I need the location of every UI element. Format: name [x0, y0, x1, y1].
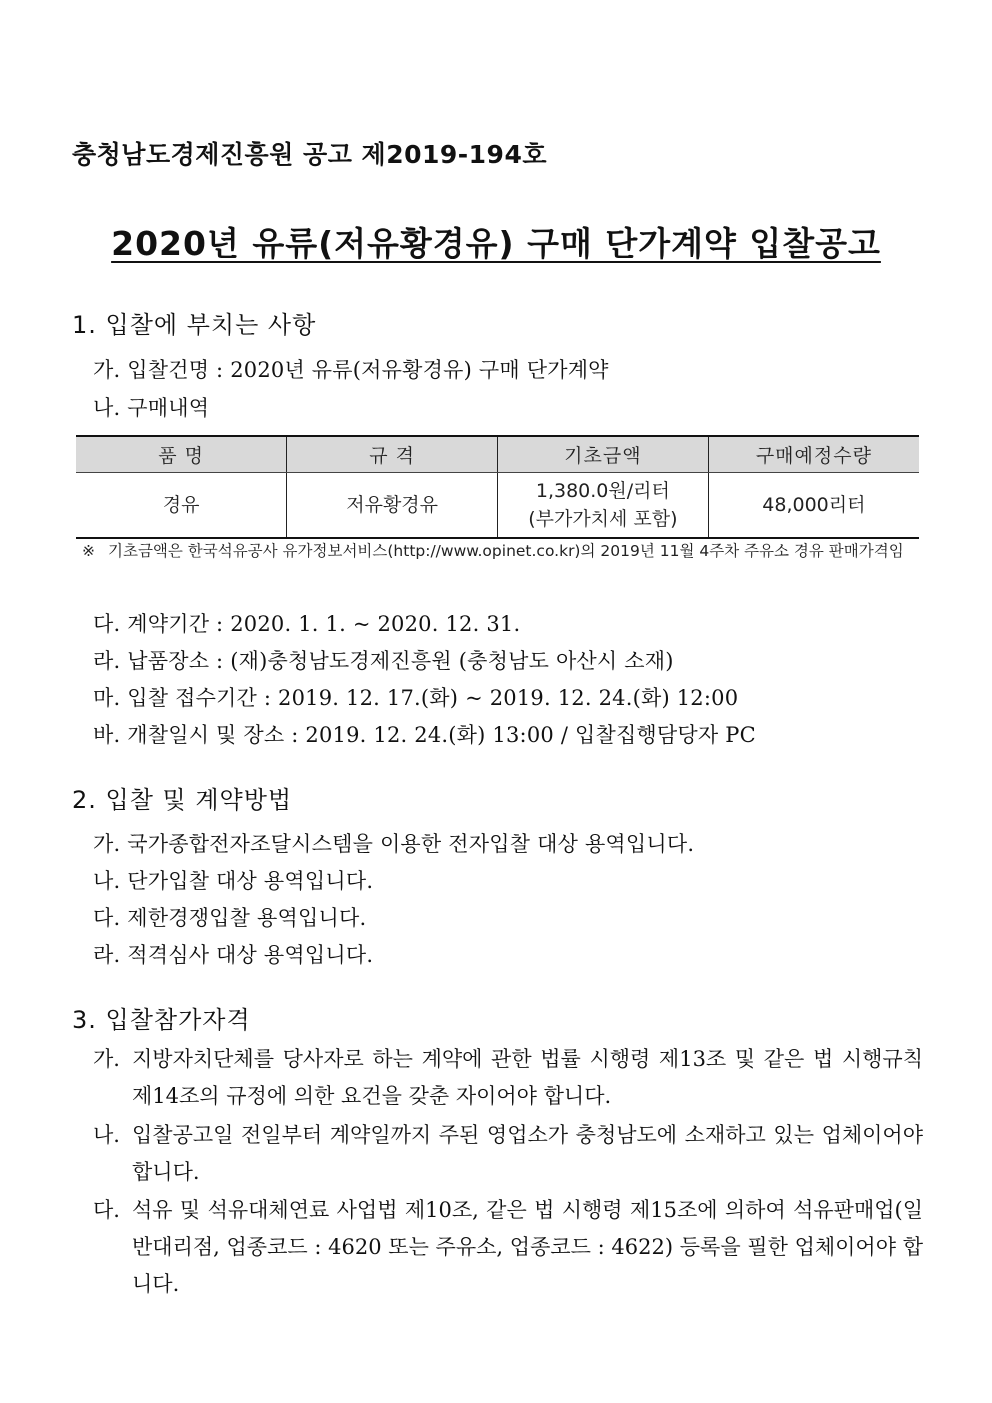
- section3-item-b: [93, 1117, 923, 1191]
- document-title: [0, 218, 992, 265]
- footnote-mark: ※: [82, 542, 95, 560]
- section1-item-c: 다. 계약기간 : 2020. 1. 1. ~ 2020. 12. 31.: [93, 612, 521, 636]
- table-header-quantity: 구매예정수량: [708, 436, 919, 473]
- section2-item-d: 라. 적격심사 대상 용역입니다.: [93, 943, 374, 967]
- section3-item-b-text: 입찰공고일 전일부터 계약일까지 주된 영업소가 충청남도에 소재하고 있는 업체이어야 합니다.: [132, 1123, 923, 1184]
- section2-item-a: 가. 국가종합전자조달시스템을 이용한 전자입찰 대상 용역입니다.: [93, 832, 695, 856]
- section1-item-a: 가. 입찰건명 : 2020년 유류(저유황경유) 구매 단가계약: [93, 358, 609, 382]
- table-footnote: [82, 540, 922, 562]
- section3-heading: 3. 입찰참가자격: [72, 1006, 251, 1034]
- table-header-spec: 규 격: [287, 436, 498, 473]
- cell-quantity: 48,000리터: [708, 473, 919, 539]
- section2-item-b: 나. 단가입찰 대상 용역입니다.: [93, 869, 374, 893]
- cell-name: 경유: [76, 473, 287, 539]
- section3-item-c-label: 다.: [93, 1198, 120, 1222]
- section3-item-a-label: 가.: [93, 1047, 120, 1071]
- footnote-text: 기초금액은 한국석유공사 유가정보서비스(http://www.opinet.co.kr)의 2019년 11월 4주차 주유소 경유 판매가격임: [108, 542, 904, 560]
- section1-item-e: 마. 입찰 접수기간 : 2019. 12. 17.(화) ~ 2019. 12. 24.(화) 12:00: [93, 686, 739, 710]
- section3-item-a-text: 지방자치단체를 당사자로 하는 계약에 관한 법률 시행령 제13조 및 같은 법 시행규칙 제14조의 규정에 의한 요건을 갖춘 자이어야 합니다.: [132, 1047, 923, 1108]
- section2-heading: 2. 입찰 및 계약방법: [72, 786, 293, 814]
- section1-item-d: 라. 납품장소 : (재)충청남도경제진흥원 (충청남도 아산시 소재): [93, 649, 674, 673]
- document-title-text: 2020년 유류(저유황경유) 구매 단가계약 입찰공고: [111, 224, 881, 263]
- section3-item-c: [93, 1192, 923, 1303]
- section3-item-b-label: 나.: [93, 1123, 120, 1147]
- section1-heading: 1. 입찰에 부치는 사항: [72, 311, 317, 339]
- section1-item-f: 바. 개찰일시 및 장소 : 2019. 12. 24.(화) 13:00 / 입찰집행담당자 PC: [93, 723, 756, 747]
- purchase-table: [76, 435, 919, 539]
- table-header-name: 품 명: [76, 436, 287, 473]
- section1-item-b: 나. 구매내역: [93, 396, 210, 420]
- cell-price-line1: 1,380.0원/리터: [535, 480, 670, 502]
- table-header-price: 기초금액: [498, 436, 709, 473]
- notice-number: 충청남도경제진흥원 공고 제2019-194호: [72, 140, 547, 169]
- section3-item-a: [93, 1041, 923, 1115]
- table-header-row: [76, 436, 919, 473]
- section2-item-c: 다. 제한경쟁입찰 용역입니다.: [93, 906, 367, 930]
- cell-price-line2: (부가가치세 포함): [528, 508, 678, 530]
- section3-item-c-text: 석유 및 석유대체연료 사업법 제10조, 같은 법 시행령 제15조에 의하여 석유판매업(일반대리점, 업종코드 : 4620 또는 주유소, 업종코드 : 4622) 등록을 필한 업체이어야 합니다.: [132, 1198, 923, 1296]
- cell-price: [498, 473, 709, 539]
- cell-spec: 저유황경유: [287, 473, 498, 539]
- table-row: [76, 473, 919, 539]
